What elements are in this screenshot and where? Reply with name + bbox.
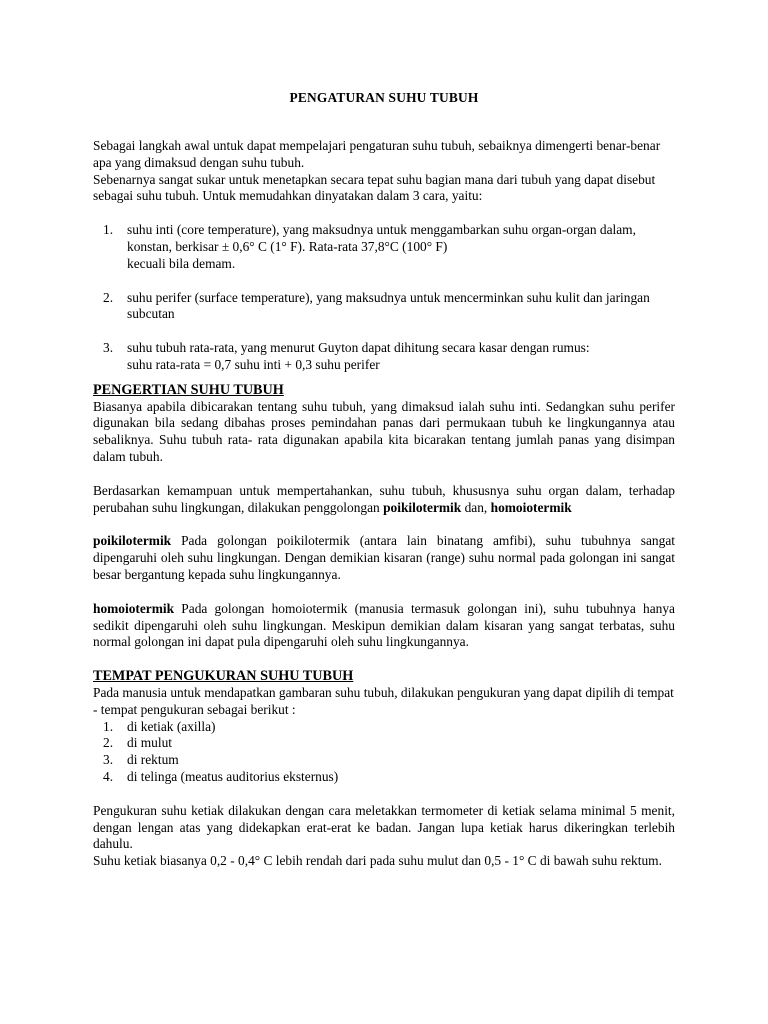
poikilotermik-paragraph: poikilotermik Pada golongan poikilotermik (antara lain binatang amfibi), suhu tubuhnya sangat dipengaruhi oleh suhu lingkungan. Dengan demikian kisaran (range) suhu normal pada golongan ini sangat besar bergantung kepada suhu lingkungannya. xyxy=(93,533,675,582)
section1-paragraph-2: Berdasarkan kemampuan untuk mempertahankan, suhu tubuh, khususnya suhu organ dalam, terhadap perubahan suhu lingkungan, dilakukan penggolongan poikilotermik dan, homoiotermik xyxy=(93,482,675,515)
section-heading-pengertian: PENGERTIAN SUHU TUBUH xyxy=(93,381,284,398)
list-item: 2. di mulut xyxy=(103,735,173,751)
measurement-places-list xyxy=(93,719,675,786)
homoiotermik-paragraph: homoiotermik Pada golongan homoiotermik (manusia termasuk golongan ini), suhu tubuhnya hanya sedikit dipengaruhi oleh suhu lingkungan. Meskipun demikian dalam kisaran yang sangat terbatas, suhu normal golongan ini dapat pula dipengaruhi oleh suhu lingkungannya. xyxy=(93,600,675,650)
temperature-ways-list xyxy=(93,222,675,374)
section2-paragraph-3: Suhu ketiak biasanya 0,2 - 0,4° C lebih rendah dari pada suhu mulut dan 0,5 - 1° C di bawah suhu rektum. xyxy=(93,853,662,869)
section-heading-tempat: TEMPAT PENGUKURAN SUHU TUBUH xyxy=(93,668,354,685)
section1-paragraph-1: Biasanya apabila dibicarakan tentang suhu tubuh, yang dimaksud ialah suhu inti. Sedangkan suhu perifer digunakan bila sedang dibahas proses pemindahan panas dari permukaan tubuh ke lingkungannya atau sebaliknya. Suhu tubuh rata- rata digunakan apabila kita bicarakan tentang jumlah panas yang disimpan dalam tubuh. xyxy=(93,398,675,464)
list-item: 3. suhu tubuh rata-rata, yang menurut Guyton dapat dihitung secara kasar dengan rumus: suhu rata-rata = 0,7 suhu inti + 0,3 suhu perifer xyxy=(103,340,590,372)
section2-paragraph-1: Pada manusia untuk mendapatkan gambaran suhu tubuh, dilakukan pengukuran yang dapat dipilih di tempat - tempat pengukuran sebagai berikut : xyxy=(93,684,674,717)
list-item: 3. di rektum xyxy=(103,752,179,768)
list-item: 1. di ketiak (axilla) xyxy=(103,718,216,734)
list-item: 1. suhu inti (core temperature), yang maksudnya untuk menggambarkan suhu organ-organ dalam, konstan, berkisar ± 0,6° C (1° F). Rata-rata 37,8°C (100° F) kecuali bila demam. xyxy=(103,222,636,271)
section2-paragraph-2: Pengukuran suhu ketiak dilakukan dengan cara meletakkan termometer di ketiak selama minimal 5 menit, dengan lengan atas yang didekapkan erat-erat ke badan. Jangan lupa ketiak harus dikeringkan terlebih dahulu. xyxy=(93,802,675,852)
list-item: 4. di telinga (meatus auditorius eksternus) xyxy=(103,768,339,784)
intro-paragraph-2: Sebenarnya sangat sukar untuk menetapkan secara tepat suhu bagian mana dari tubuh yang dapat disebut sebagai suhu tubuh. Untuk memudahkan dinyatakan dalam 3 cara, yaitu: xyxy=(93,171,656,204)
page-title: PENGATURAN SUHU TUBUH xyxy=(289,90,479,105)
intro-paragraph-1: Sebagai langkah awal untuk dapat mempelajari pengaturan suhu tubuh, sebaiknya dimengerti benar-benar apa yang dimaksud dengan suhu tubuh. xyxy=(93,138,661,170)
document-body xyxy=(93,138,675,870)
list-item: 2. suhu perifer (surface temperature), yang maksudnya untuk mencerminkan suhu kulit dan jaringan subcutan xyxy=(103,289,650,322)
